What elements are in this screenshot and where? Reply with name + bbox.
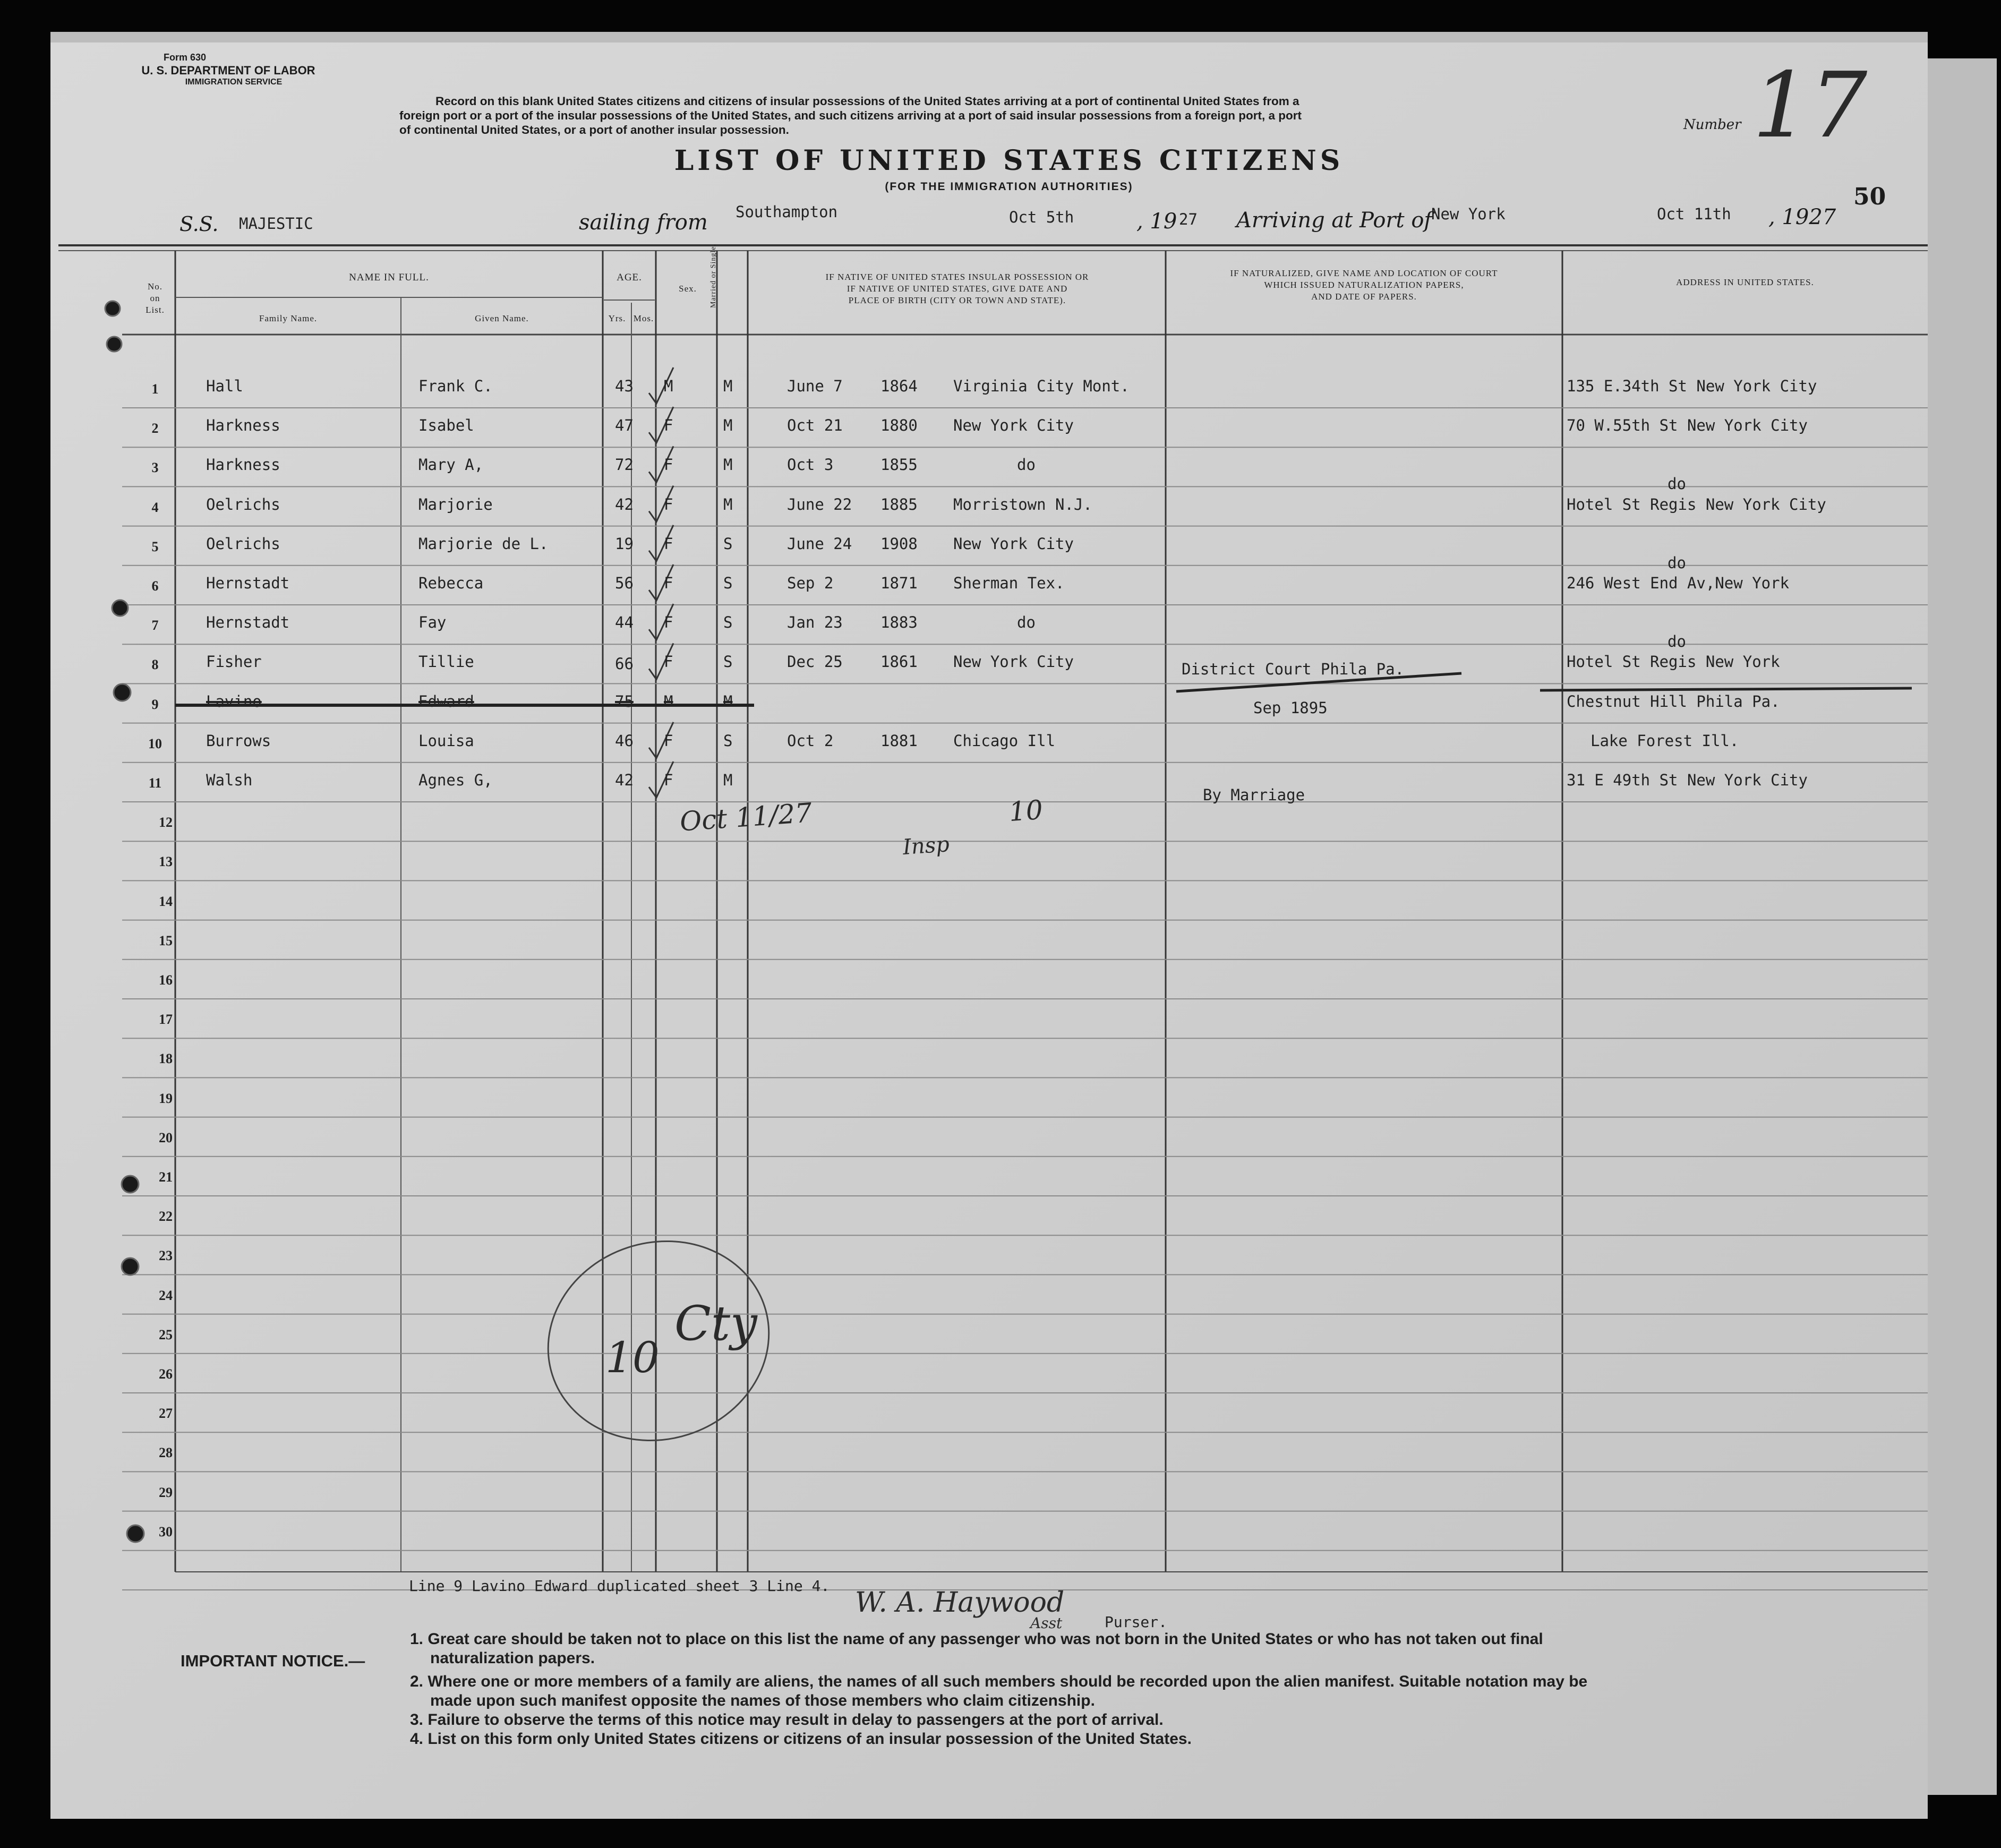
row-number: 16	[159, 972, 173, 988]
service: IMMIGRATION SERVICE	[185, 78, 283, 87]
birth-date: Dec 25	[787, 653, 843, 671]
departure-year-prefix: , 19	[1136, 209, 1177, 234]
age-years: 56	[615, 574, 634, 592]
col-birth-header-1: IF NATIVE OF UNITED STATES INSULAR POSSESSION OR	[825, 272, 1089, 282]
notice-1-cont: naturalization papers.	[430, 1649, 595, 1667]
row-number: 6	[151, 578, 159, 594]
birth-date: June 24	[787, 534, 852, 553]
row-number: 28	[159, 1445, 173, 1461]
birth-year: 1855	[880, 456, 918, 474]
family-name: Hernstadt	[206, 613, 290, 632]
departure-year-suffix: 27	[1179, 210, 1198, 228]
row-number: 3	[151, 460, 159, 476]
row-number: 9	[151, 696, 159, 712]
line-correction-note: Line 9 Lavino Edward duplicated sheet 3 Line 4.	[409, 1577, 830, 1595]
birth-place: do	[1017, 456, 1036, 474]
marital-status: S	[723, 613, 733, 632]
family-name: Oelrichs	[206, 495, 280, 514]
instructions-line-1: Record on this blank United States citizens and citizens of insular possessions of the United States arriving at a port of continental United States from a	[435, 95, 1299, 108]
col-naturalized-header-3: AND DATE OF PAPERS.	[1311, 292, 1417, 302]
birth-place: Virginia City Mont.	[953, 377, 1130, 395]
marital-status: M	[723, 495, 733, 514]
family-name: Walsh	[206, 771, 253, 789]
row-number: 10	[148, 735, 162, 751]
inspection-time: 10	[1008, 794, 1044, 828]
given-name: Louisa	[418, 731, 474, 750]
address: Chestnut Hill Phila Pa.	[1567, 692, 1780, 711]
birth-year: 1880	[880, 416, 918, 435]
naturalization: By Marriage	[1203, 786, 1305, 804]
row-number: 1	[151, 381, 159, 397]
sex: F	[664, 653, 673, 671]
marital-status: M	[723, 771, 733, 789]
marital-status: S	[723, 534, 733, 553]
notice-4: 4. List on this form only United States citizens or citizens of an insular possession of the United States.	[410, 1730, 1192, 1748]
row-number: 20	[159, 1130, 173, 1145]
address: Lake Forest Ill.	[1590, 731, 1739, 750]
naturalization: District Court Phila Pa.	[1182, 660, 1405, 679]
form-number: Form 630	[163, 52, 207, 63]
birth-year: 1885	[880, 495, 918, 514]
form-title: LIST OF UNITED STATES CITIZENS	[674, 144, 1344, 177]
col-given-name: Given Name.	[475, 313, 529, 323]
age-years: 72	[615, 456, 634, 474]
given-name: Rebecca	[418, 574, 484, 592]
birth-date: Oct 21	[787, 416, 843, 435]
arrival-year: , 1927	[1768, 205, 1836, 229]
given-name: Mary A,	[418, 456, 484, 474]
family-name: Lavino	[206, 692, 262, 711]
purser-signature: W. A. Haywood	[855, 1587, 1065, 1619]
inspection-date: Oct 11/27	[679, 797, 813, 837]
address: 246 West End Av,New York	[1567, 574, 1790, 592]
row-number: 8	[151, 657, 159, 673]
birth-year: 1908	[880, 534, 918, 553]
sex: F	[664, 534, 673, 553]
sex: F	[664, 495, 673, 514]
marital-status: S	[723, 653, 733, 671]
row-number: 13	[159, 854, 173, 870]
row-number: 14	[159, 893, 173, 909]
col-naturalized-header-1: IF NATURALIZED, GIVE NAME AND LOCATION OF COURT	[1230, 268, 1498, 278]
col-birth-header-3: PLACE OF BIRTH (CITY OR TOWN AND STATE).	[848, 295, 1066, 305]
family-name: Oelrichs	[206, 534, 280, 553]
row-number: 29	[159, 1484, 173, 1500]
inspection-initials: Insp	[902, 832, 951, 860]
address: 135 E.34th St New York City	[1567, 377, 1817, 395]
row-number: 7	[151, 618, 159, 634]
sex: F	[664, 613, 673, 632]
age-years: 47	[615, 416, 634, 435]
departure-port: Southampton	[736, 203, 838, 221]
circled-note: Cty	[674, 1296, 757, 1351]
birth-date: Oct 2	[787, 731, 834, 750]
col-mos: Mos.	[633, 313, 654, 323]
given-name: Marjorie	[418, 495, 493, 514]
number-label: Number	[1683, 117, 1741, 133]
birth-place: Chicago Ill	[953, 731, 1056, 750]
col-yrs: Yrs.	[608, 313, 626, 323]
row-number: 5	[151, 538, 159, 554]
row-number: 26	[159, 1366, 173, 1382]
birth-year: 1864	[880, 377, 918, 395]
birth-date: Oct 3	[787, 456, 834, 474]
address: do	[1668, 553, 1686, 572]
given-name: Isabel	[418, 416, 474, 435]
row-number: 2	[151, 421, 159, 437]
birth-date: June 22	[787, 495, 852, 514]
age-years: 43	[615, 377, 634, 395]
age-years: 19	[615, 534, 634, 553]
birth-date: Sep 2	[787, 574, 834, 592]
notice-3: 3. Failure to observe the terms of this notice may result in delay to passengers at the port of arrival.	[410, 1711, 1164, 1729]
arriving-label: Arriving at Port of	[1236, 208, 1432, 233]
birth-date: June 7	[787, 377, 843, 395]
form-subtitle: (FOR THE IMMIGRATION AUTHORITIES)	[885, 181, 1133, 193]
row-number: 21	[159, 1169, 173, 1185]
address: Hotel St Regis New York	[1567, 653, 1780, 671]
departure-date: Oct 5th	[1009, 208, 1074, 226]
col-naturalized-header-2: WHICH ISSUED NATURALIZATION PAPERS,	[1264, 280, 1464, 290]
col-age: AGE.	[617, 272, 642, 283]
given-name: Frank C.	[418, 377, 493, 395]
family-name: Harkness	[206, 416, 280, 435]
row-number: 22	[159, 1209, 173, 1225]
row-number: 18	[159, 1051, 173, 1067]
instructions-line-2: foreign port or a port of the insular possessions of the United States, and such citizens arriving at a port of said insular possessions from a foreign port, a port	[399, 109, 1302, 122]
birth-year: 1881	[880, 731, 918, 750]
sex: M	[664, 692, 673, 711]
ship-name: MAJESTIC	[239, 215, 313, 233]
purser-label: Purser.	[1105, 1613, 1168, 1631]
sex: F	[664, 731, 673, 750]
family-name: Fisher	[206, 653, 262, 671]
sex: F	[664, 574, 673, 592]
row-number: 23	[159, 1248, 173, 1264]
col-no-line-1: No.	[147, 281, 163, 292]
col-no-line-3: List.	[146, 305, 165, 315]
col-married-or-single: Married or Single.	[709, 243, 717, 308]
notice-2: 2. Where one or more members of a family are aliens, the names of all such members should be recorded upon the alien manifest. Suitable notation may be	[410, 1673, 1588, 1690]
age-years: 46	[615, 731, 634, 750]
row-number: 27	[159, 1406, 173, 1422]
marital-status: M	[723, 416, 733, 435]
row-number: 25	[159, 1327, 173, 1342]
col-address-header: ADDRESS IN UNITED STATES.	[1676, 277, 1814, 287]
given-name: Tillie	[418, 653, 474, 671]
marital-status: M	[723, 377, 733, 395]
sex: F	[664, 456, 673, 474]
marital-status: S	[723, 574, 733, 592]
row-number: 4	[151, 499, 159, 515]
marital-status: M	[723, 692, 733, 711]
address: 70 W.55th St New York City	[1567, 416, 1808, 435]
ss-label: S.S.	[179, 212, 219, 236]
naturalization: Sep 1895	[1253, 698, 1328, 717]
birth-year: 1871	[880, 574, 918, 592]
family-name: Burrows	[206, 731, 271, 750]
row-number: 12	[159, 815, 173, 831]
notice-1: 1. Great care should be taken not to place on this list the name of any passenger who was not born in the United States or who has not taken out final	[410, 1630, 1543, 1648]
sex: F	[664, 771, 673, 789]
row-number: 19	[159, 1090, 173, 1106]
col-birth-header-2: IF NATIVE OF UNITED STATES, GIVE DATE AND	[846, 284, 1068, 294]
address: 31 E 49th St New York City	[1567, 771, 1808, 789]
circled-note-number: 10	[605, 1333, 660, 1382]
family-name: Hall	[206, 377, 243, 395]
address: do	[1668, 632, 1686, 651]
birth-date: Jan 23	[787, 613, 843, 632]
list-number: 17	[1752, 53, 1868, 158]
age-years: 44	[615, 613, 634, 632]
given-name: Agnes G,	[418, 771, 493, 789]
sailing-from-label: sailing from	[579, 210, 708, 235]
age-years: 66	[615, 655, 634, 673]
birth-place: New York City	[953, 653, 1074, 671]
col-sex: Sex.	[679, 284, 697, 294]
arrival-date: Oct 11th	[1657, 205, 1731, 223]
birth-place: New York City	[953, 416, 1074, 435]
marital-status: M	[723, 456, 733, 474]
birth-place: do	[1017, 613, 1036, 632]
birth-place: Sherman Tex.	[953, 574, 1065, 592]
department: U. S. DEPARTMENT OF LABOR	[141, 64, 315, 77]
row-number: 17	[159, 1012, 173, 1028]
marital-status: S	[723, 731, 733, 750]
family-name: Hernstadt	[206, 574, 290, 592]
age-years: 42	[615, 495, 634, 514]
family-name: Harkness	[206, 456, 280, 474]
birth-year: 1861	[880, 653, 918, 671]
given-name: Fay	[418, 613, 447, 632]
col-no-line-2: on	[150, 293, 160, 303]
row-number: 15	[159, 932, 173, 948]
row-number: 30	[159, 1524, 173, 1539]
birth-place: Morristown N.J.	[953, 495, 1092, 514]
notice-2-cont: made upon such manifest opposite the names of those members who claim citizenship.	[430, 1692, 1095, 1709]
birth-year: 1883	[880, 613, 918, 632]
age-years: 75	[615, 692, 634, 711]
given-name: Marjorie de L.	[418, 534, 549, 553]
row-number: 11	[148, 775, 162, 791]
address: Hotel St Regis New York City	[1567, 495, 1826, 514]
age-years: 42	[615, 771, 634, 789]
col-name-in-full: NAME IN FULL.	[349, 272, 429, 283]
sex: M	[664, 377, 673, 395]
row-number: 24	[159, 1287, 173, 1303]
col-family-name: Family Name.	[259, 313, 318, 323]
sex: F	[664, 416, 673, 435]
arrival-port: New York	[1431, 205, 1506, 223]
signature-title: Asst	[1030, 1614, 1063, 1632]
notice-title: IMPORTANT NOTICE.—	[181, 1652, 365, 1670]
page-number: 50	[1853, 183, 1886, 210]
address: do	[1668, 475, 1686, 493]
instructions-line-3: of continental United States, or a port of another insular possession.	[399, 123, 789, 136]
given-name: Edward	[418, 692, 474, 711]
birth-place: New York City	[953, 534, 1074, 553]
